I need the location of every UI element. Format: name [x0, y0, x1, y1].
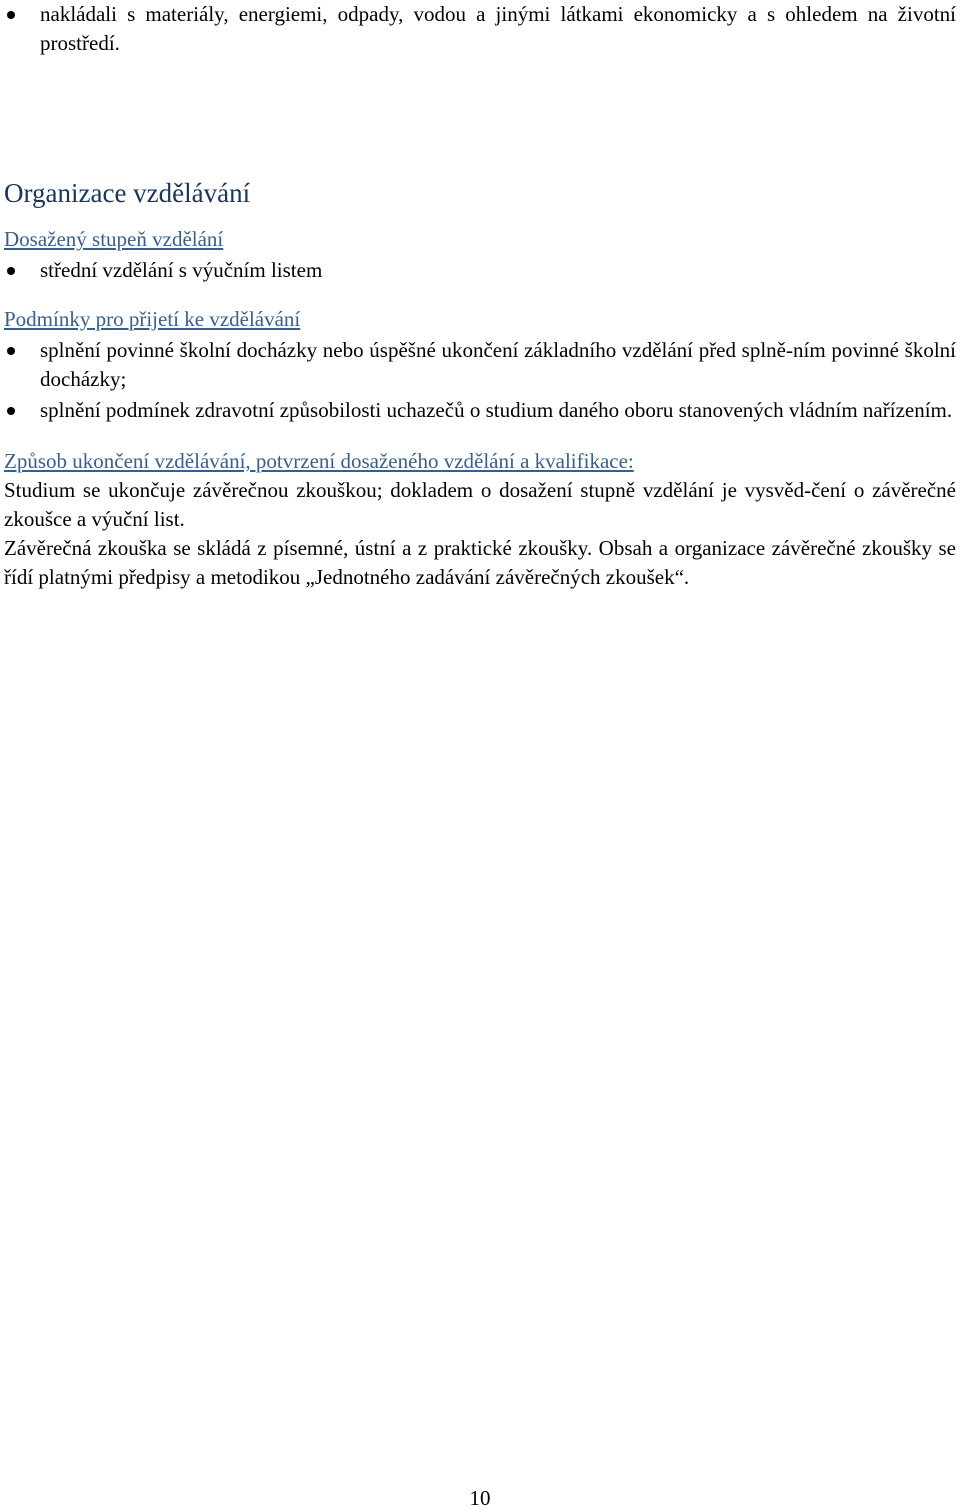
admission-bullet-list — [4, 336, 956, 425]
document-page — [4, 0, 956, 592]
intro-bullet-list — [4, 0, 956, 58]
degree-label: Dosažený stupeň vzdělání — [4, 227, 224, 251]
section-heading: Organizace vzdělávání — [4, 178, 251, 208]
degree-bullet-list — [4, 256, 956, 285]
exam-paragraph: Závěrečná zkouška se skládá z písemné, ústní a z praktické zkoušky. Obsah a organizace závěrečné zkoušky se řídí platnými předpisy a metodikou „Jednotného zadávání závěrečných zkoušek“. — [4, 536, 956, 589]
list-item: střední vzdělání s výučním listem — [4, 256, 956, 285]
page-number: 10 — [469, 1486, 491, 1510]
completion-paragraph: Studium se ukončuje závěrečnou zkouškou; dokladem o dosažení stupně vzdělání je vysvěd-čení o závěrečné zkoušce a výuční list. — [4, 478, 956, 531]
list-item: nakládali s materiály, energiemi, odpady, vodou a jinými látkami ekonomicky a s ohledem na životní prostředí. — [4, 0, 956, 58]
list-item: splnění podmínek zdravotní způsobilosti uchazečů o studium daného oboru stanovených vládním nařízením. — [4, 396, 956, 425]
completion-label: Způsob ukončení vzdělávání, potvrzení dosaženého vzdělání a kvalifikace: — [4, 449, 634, 473]
admission-label: Podmínky pro přijetí ke vzdělávání — [4, 307, 301, 331]
list-item: splnění povinné školní docházky nebo úspěšné ukončení základního vzdělání před splně-ním povinné školní docházky; — [4, 336, 956, 394]
